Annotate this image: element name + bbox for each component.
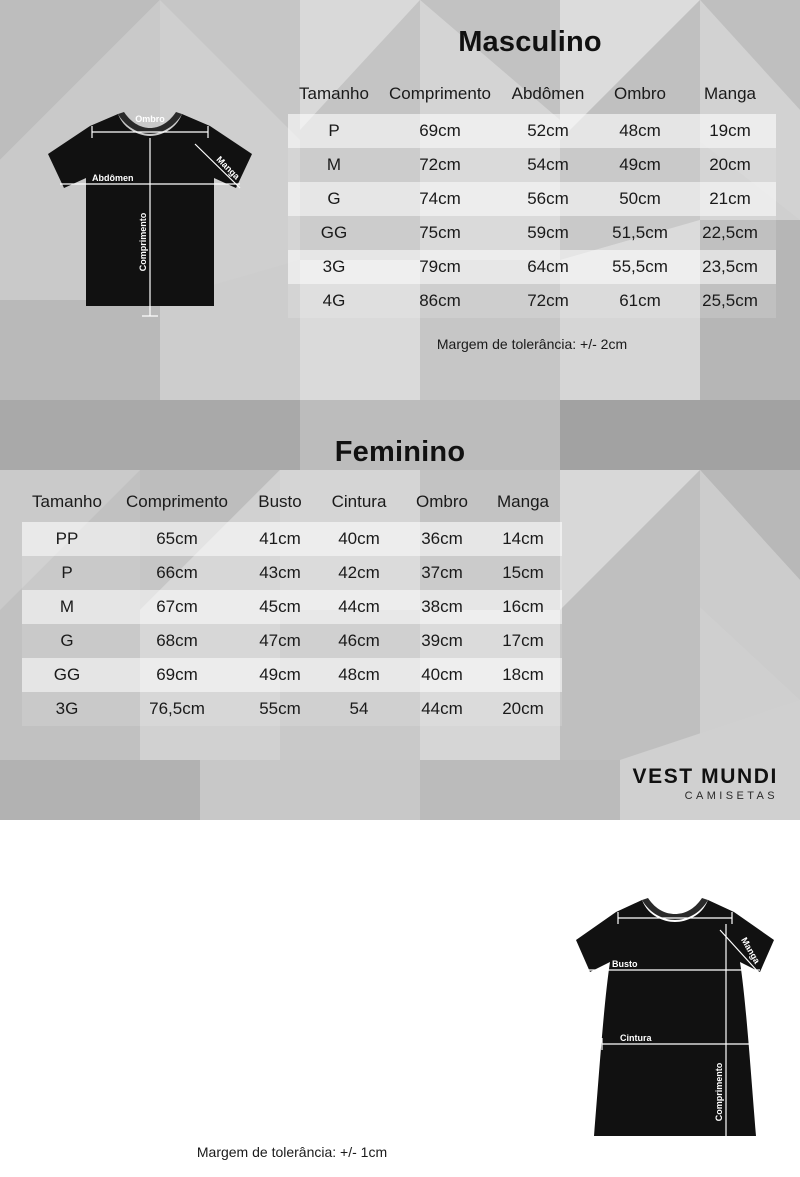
men-cell: P: [328, 121, 340, 140]
men-cell: 55,5cm: [612, 257, 668, 276]
men-section: [0, 0, 800, 400]
men-title: Masculino: [458, 26, 602, 58]
women-label-comprimento: Comprimento: [714, 1062, 724, 1122]
women-cell: 68cm: [156, 631, 198, 650]
men-cell: 4G: [322, 291, 346, 310]
women-cell: 20cm: [502, 699, 544, 718]
women-cell: 38cm: [421, 597, 463, 616]
men-col-comprimento: Comprimento: [388, 84, 492, 103]
women-cell: 40cm: [338, 529, 380, 548]
women-cell: 66cm: [156, 563, 198, 582]
women-cell: 65cm: [156, 529, 198, 548]
women-cell: 42cm: [338, 563, 380, 582]
men-cell: 64cm: [527, 257, 569, 276]
brand-tagline: CAMISETAS: [684, 790, 778, 802]
women-size-table-wrapper: [22, 486, 562, 726]
women-cell: 40cm: [421, 665, 463, 684]
women-cell: 36cm: [421, 529, 463, 548]
women-title: Feminino: [334, 436, 466, 468]
men-cell: 52cm: [527, 121, 569, 140]
women-cell: 44cm: [421, 699, 463, 718]
women-cell: 55cm: [259, 699, 301, 718]
men-cell: 51,5cm: [612, 223, 668, 242]
women-label-ombro: Ombro: [660, 900, 690, 910]
men-cell: 21cm: [709, 189, 751, 208]
men-cell: 69cm: [419, 121, 461, 140]
men-cell: M: [326, 155, 342, 174]
men-cell: 86cm: [419, 291, 461, 310]
men-col-manga: Manga: [704, 84, 756, 103]
brand-logo: [632, 765, 778, 802]
table-row: [288, 284, 776, 318]
women-cell: 18cm: [502, 665, 544, 684]
men-cell: 19cm: [709, 121, 751, 140]
women-cell: 67cm: [156, 597, 198, 616]
women-cell: 46cm: [338, 631, 380, 650]
women-cell: GG: [53, 665, 81, 684]
men-cell: 59cm: [527, 223, 569, 242]
men-tolerance-note: Margem de tolerância: +/- 2cm: [436, 336, 628, 352]
women-section: [0, 400, 800, 1160]
women-cell: 3G: [55, 699, 79, 718]
women-label-cintura: Cintura: [620, 1033, 652, 1043]
men-cell: 54cm: [527, 155, 569, 174]
women-cell: 14cm: [502, 529, 544, 548]
men-cell: GG: [320, 223, 348, 242]
table-row: [288, 114, 776, 148]
men-cell: 49cm: [619, 155, 661, 174]
table-row: [288, 216, 776, 250]
women-cell: 48cm: [338, 665, 380, 684]
women-label-manga: Manga: [739, 935, 763, 966]
men-size-table: [288, 78, 776, 318]
men-cell: 22,5cm: [702, 223, 758, 242]
men-size-table-wrapper: [288, 78, 776, 318]
table-row: [22, 556, 562, 590]
women-cell: 54: [349, 699, 369, 718]
men-tshirt-illustration: [30, 92, 270, 332]
table-row: [22, 658, 562, 692]
brand-name: VEST MUNDI: [632, 765, 778, 788]
table-row: [22, 522, 562, 556]
men-cell: 48cm: [619, 121, 661, 140]
men-cell: 3G: [322, 257, 346, 276]
table-row: [288, 182, 776, 216]
women-cell: 44cm: [338, 597, 380, 616]
women-col-comprimento: Comprimento: [125, 492, 229, 511]
women-cell: 45cm: [259, 597, 301, 616]
women-cell: 76,5cm: [149, 699, 205, 718]
women-col-ombro: Ombro: [416, 492, 468, 511]
women-cell: 69cm: [156, 665, 198, 684]
men-cell: 23,5cm: [702, 257, 758, 276]
table-row: [288, 148, 776, 182]
table-row: [22, 624, 562, 658]
women-tshirt-illustration: [560, 882, 790, 1172]
men-cell: 25,5cm: [702, 291, 758, 310]
women-cell: G: [60, 631, 74, 650]
women-col-busto: Busto: [258, 492, 302, 511]
men-cell: 72cm: [419, 155, 461, 174]
women-col-manga: Manga: [497, 492, 549, 511]
men-table-header-row: [288, 78, 776, 114]
women-cell: 15cm: [502, 563, 544, 582]
men-col-tamanho: Tamanho: [299, 84, 369, 103]
men-cell: 61cm: [619, 291, 661, 310]
men-cell: 75cm: [419, 223, 461, 242]
women-cell: 47cm: [259, 631, 301, 650]
men-cell: 74cm: [419, 189, 461, 208]
men-col-ombro: Ombro: [614, 84, 666, 103]
women-cell: PP: [55, 529, 79, 548]
women-col-tamanho: Tamanho: [32, 492, 102, 511]
women-cell: 49cm: [259, 665, 301, 684]
men-col-abdomen: Abdômen: [511, 84, 585, 103]
women-cell: P: [61, 563, 73, 582]
women-cell: 41cm: [259, 529, 301, 548]
women-tolerance-note: Margem de tolerância: +/- 1cm: [196, 1144, 388, 1160]
women-cell: M: [59, 597, 75, 616]
men-cell: G: [327, 189, 341, 208]
women-cell: 37cm: [421, 563, 463, 582]
table-row: [22, 692, 562, 726]
men-cell: 56cm: [527, 189, 569, 208]
men-label-comprimento: Comprimento: [138, 212, 148, 272]
women-table-header-row: [22, 486, 562, 522]
women-label-busto: Busto: [612, 959, 638, 969]
women-cell: 43cm: [259, 563, 301, 582]
men-cell: 79cm: [419, 257, 461, 276]
table-row: [288, 250, 776, 284]
men-cell: 20cm: [709, 155, 751, 174]
men-cell: 50cm: [619, 189, 661, 208]
men-label-ombro: Ombro: [135, 114, 165, 124]
men-cell: 72cm: [527, 291, 569, 310]
women-cell: 17cm: [502, 631, 544, 650]
men-label-abdomen: Abdômen: [92, 173, 134, 183]
table-row: [22, 590, 562, 624]
women-cell: 39cm: [421, 631, 463, 650]
women-col-cintura: Cintura: [331, 492, 387, 511]
women-cell: 16cm: [502, 597, 544, 616]
women-size-table: [22, 486, 562, 726]
men-label-manga: Manga: [214, 154, 242, 182]
